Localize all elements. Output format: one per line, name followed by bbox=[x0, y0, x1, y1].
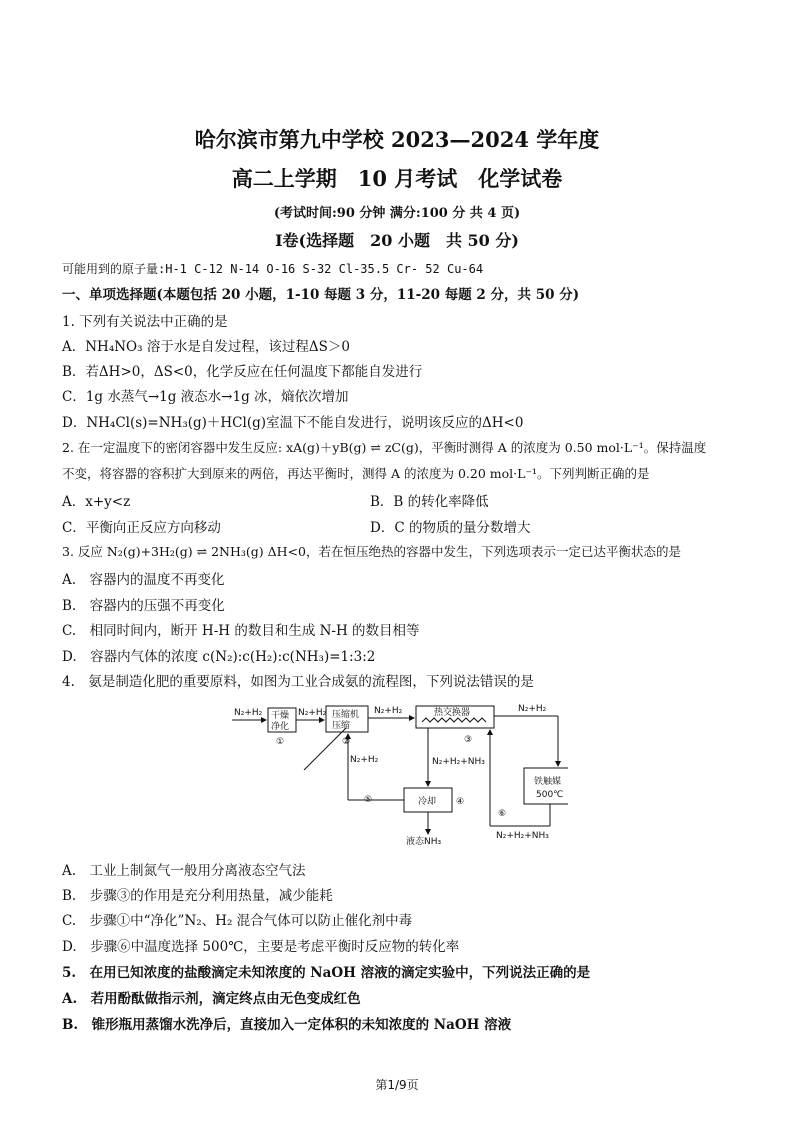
diagram-box6-line1: 铁触媒 bbox=[534, 777, 562, 787]
q3-stem: 3. 反应 N₂(g)+3H₂(g) ⇌ 2NH₃(g) ΔH<0，若在恒压绝热的容器中发生，下列选项表示一定已达平衡状态的是 bbox=[62, 544, 681, 559]
q3-option-b: B. 容器内的压强不再变化 bbox=[62, 598, 225, 614]
q4-option-c: C. 步骤①中“净化”N₂、H₂ 混合气体可以防止催化剂中毒 bbox=[62, 913, 413, 929]
q5-option-b: B. 锥形瓶用蒸馏水洗净后，直接加入一定体积的未知浓度的 NaOH 溶液 bbox=[62, 1017, 512, 1033]
diagram-mid-label: N₂+H₂ bbox=[298, 708, 327, 718]
school-title: 哈尔滨市第九中学校 2023—2024 学年度 bbox=[194, 127, 600, 152]
part-heading: 一、单项选择题(本题包括 20 小题，1-10 每题 3 分，11-20 每题 2 分，共 50 分) bbox=[62, 287, 580, 303]
diagram-box4-label: 冷却 bbox=[418, 797, 437, 807]
q1-option-a: A．NH₄NO₃ 溶于水是自发过程，该过程ΔS＞0 bbox=[62, 339, 350, 355]
section-title: I卷(选择题 20 小题 共 50 分) bbox=[275, 231, 519, 250]
q1-option-d: D．NH₄Cl(s)=NH₃(g)＋HCl(g)室温下不能自发进行，说明该反应的ΔH<0 bbox=[62, 415, 524, 431]
diagram-box6-line2: 500℃ bbox=[536, 790, 564, 800]
ammonia-process-diagram bbox=[228, 698, 568, 848]
diagram-input-label: N₂+H₂ bbox=[234, 708, 263, 718]
q2-option-d: D．C 的物质的量分数增大 bbox=[370, 520, 531, 536]
q3-option-d: D. 容器内气体的浓度 c(N₂):c(H₂):c(NH₃)=1:3:2 bbox=[62, 649, 376, 665]
q1-option-b: B．若ΔH>0，ΔS<0，化学反应在任何温度下都能自发进行 bbox=[62, 364, 423, 380]
diagram-box1-line1: 干燥 bbox=[271, 711, 290, 721]
diagram-after-box3-label: N₂+H₂ bbox=[518, 704, 547, 714]
q5-option-a: A. 若用酚酞做指示剂，滴定终点由无色变成红色 bbox=[62, 991, 361, 1007]
diagram-liquid-ammonia-label: 液态NH₃ bbox=[406, 837, 442, 847]
q5-stem: 5. 在用已知浓度的盐酸滴定未知浓度的 NaOH 溶液的滴定实验中，下列说法正确的是 bbox=[62, 965, 591, 981]
q4-option-a: A. 工业上制氮气一般用分离液态空气法 bbox=[62, 863, 306, 879]
diagram-step4-number: ④ bbox=[456, 797, 465, 807]
q3-option-a: A. 容器内的温度不再变化 bbox=[62, 572, 225, 588]
diagram-box2-line1: 压缩机 bbox=[332, 710, 360, 720]
q2-stem-line1: 2. 在一定温度下的密闭容器中发生反应: xA(g)＋yB(g) ⇌ zC(g)，平衡时测得 A 的浓度为 0.50 mol·L⁻¹。保持温度 bbox=[62, 440, 707, 455]
diagram-down-label: N₂+H₂+NH₃ bbox=[432, 757, 485, 767]
atomic-masses: 可能用到的原子量:H-1 C-12 N-14 O-16 S-32 Cl-35.5 Cr- 52 Cu-64 bbox=[62, 262, 484, 276]
q4-stem: 4. 氨是制造化肥的重要原料，如图为工业合成氨的流程图，下列说法错误的是 bbox=[62, 674, 534, 690]
q2-option-c: C．平衡向正反应方向移动 bbox=[62, 520, 221, 536]
q3-option-c: C. 相同时间内，断开 H-H 的数目和生成 N-H 的数目相等 bbox=[62, 623, 420, 639]
diagram-box3-label: 热交换器 bbox=[434, 708, 471, 718]
diagram-box1-line2: 净化 bbox=[271, 722, 290, 732]
diagram-step5-number: ⑤ bbox=[364, 795, 373, 805]
q1-option-c: C．1g 水蒸气→1g 液态水→1g 冰，熵依次增加 bbox=[62, 389, 349, 405]
diagram-box2-line2: 压缩 bbox=[332, 721, 351, 731]
page-number: 第1/9页 bbox=[375, 1078, 419, 1092]
exam-info: (考试时间:90 分钟 满分:100 分 共 4 页) bbox=[273, 206, 521, 221]
diagram-step3-number: ③ bbox=[464, 735, 473, 745]
diagram-after-box2-label: N₂+H₂ bbox=[374, 706, 403, 716]
q1-stem: 1. 下列有关说法中正确的是 bbox=[62, 314, 228, 330]
q2-stem-line2: 不变，将容器的容积扩大到原来的两倍，再达平衡时，测得 A 的浓度为 0.20 mol·L⁻¹。下列判断正确的是 bbox=[62, 466, 650, 481]
diagram-bottom-right-label: N₂+H₂+NH₃ bbox=[496, 831, 549, 841]
q4-option-b: B. 步骤③的作用是充分利用热量，减少能耗 bbox=[62, 888, 333, 904]
q2-option-a: A．x+y<z bbox=[62, 494, 131, 510]
exam-title: 高二上学期 10 月考试 化学试卷 bbox=[231, 166, 563, 191]
diagram-step2-number: ② bbox=[342, 737, 351, 747]
q4-option-d: D. 步骤⑥中温度选择 500℃，主要是考虑平衡时反应物的转化率 bbox=[62, 939, 460, 955]
diagram-loop-label: N₂+H₂ bbox=[350, 755, 379, 765]
diagram-step6-number: ⑥ bbox=[498, 809, 507, 819]
diagram-step1-number: ① bbox=[276, 737, 285, 747]
q2-option-b: B．B 的转化率降低 bbox=[370, 494, 489, 510]
